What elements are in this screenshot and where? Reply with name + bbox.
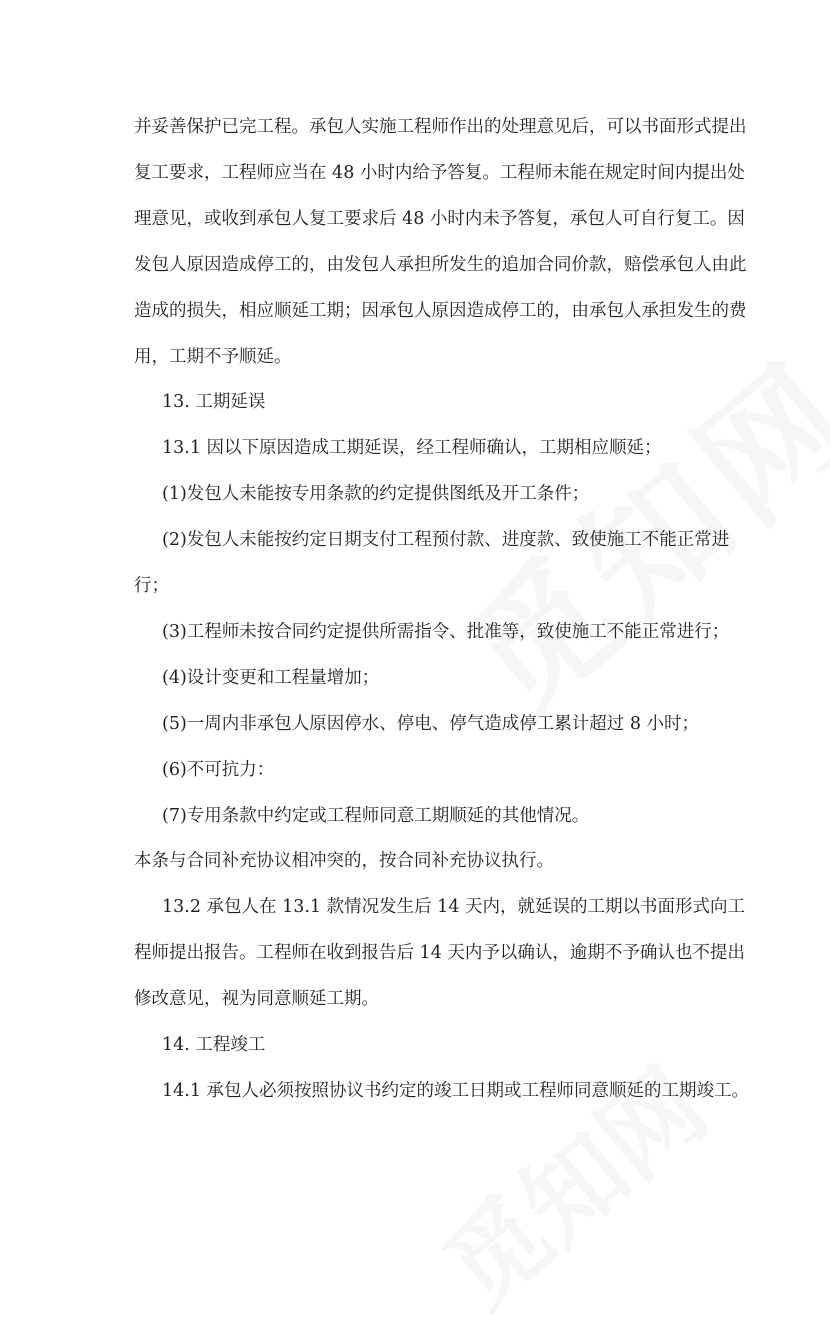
list-item: (6)不可抗力： — [162, 760, 275, 780]
list-item-continuation: 行； — [134, 576, 169, 596]
paragraph-line: 发包人原因造成停工的，由发包人承担所发生的追加合同价款，赔偿承包人由此 — [134, 255, 747, 275]
list-item: (1)发包人未能按专用条款的约定提供图纸及开工条件； — [162, 484, 590, 504]
clause-line: 程师提出报告。工程师在收到报告后 14 天内予以确认，逾期不予确认也不提出 — [134, 943, 745, 963]
clause-line: 13.2 承包人在 13.1 款情况发生后 14 天内，就延误的工期以书面形式向工 — [162, 897, 746, 917]
section-heading: 13. 工期延误 — [162, 392, 266, 412]
list-item: (7)专用条款中约定或工程师同意工期顺延的其他情况。 — [162, 806, 590, 826]
paragraph-line: 复工要求，工程师应当在 48 小时内给予答复。工程师未能在规定时间内提出处 — [134, 163, 745, 183]
list-item: (5)一周内非承包人原因停水、停电、停气造成停工累计超过 8 小时； — [162, 714, 700, 734]
clause-line: 13.1 因以下原因造成工期延误，经工程师确认，工期相应顺延； — [162, 438, 662, 458]
clause-line: 14.1 承包人必须按照协议书约定的竣工日期或工程师同意顺延的工期竣工。 — [162, 1081, 750, 1101]
list-item: (3)工程师未按合同约定提供所需指令、批准等，致使施工不能正常进行； — [162, 622, 730, 642]
clause-line: 修改意见，视为同意顺延工期。 — [134, 989, 379, 1009]
section-heading: 14. 工程竣工 — [162, 1035, 266, 1055]
paragraph-line: 造成的损失，相应顺延工期；因承包人原因造成停工的，由承包人承担发生的费 — [134, 301, 747, 321]
paragraph-line: 并妥善保护已完工程。承包人实施工程师作出的处理意见后，可以书面形式提出 — [134, 117, 747, 137]
paragraph-line: 用，工期不予顺延。 — [134, 347, 292, 367]
list-item: (4)设计变更和工程量增加； — [162, 668, 380, 688]
paragraph-line: 理意见，或收到承包人复工要求后 48 小时内未予答复，承包人可自行复工。因 — [134, 209, 745, 229]
list-item: (2)发包人未能按约定日期支付工程预付款、进度款、致使施工不能正常进 — [162, 530, 730, 550]
watermark-bottom — [409, 1030, 731, 1333]
note-line: 本条与合同补充协议相冲突的，按合同补充协议执行。 — [134, 851, 554, 871]
